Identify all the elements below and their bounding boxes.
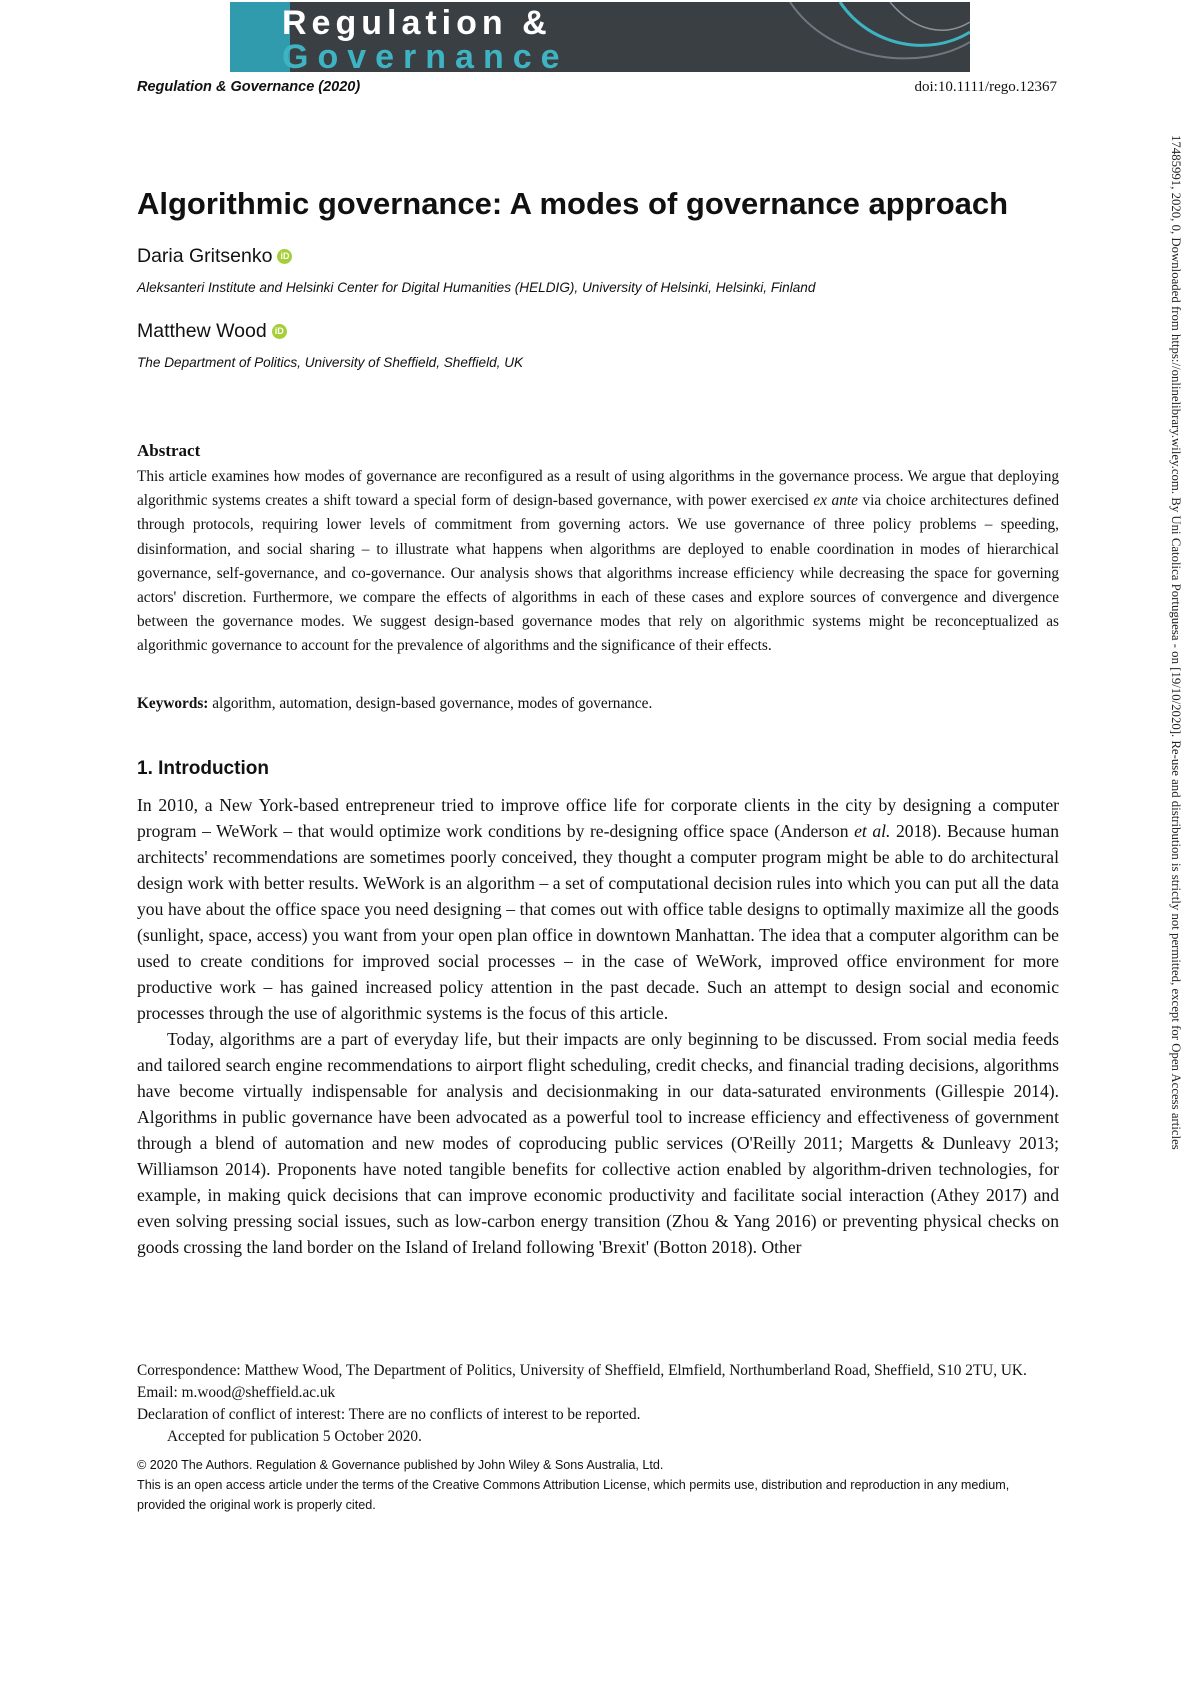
paragraph-text: In 2010, a New York-based entrepreneur tried to improve office life for corporate clients in the city by designing a computer program – WeWork – that would optimize work conditions by re-designing office space (Anderson	[137, 795, 1059, 841]
orcid-icon[interactable]: iD	[272, 324, 287, 339]
author-name-text: Daria Gritsenko	[137, 245, 273, 267]
correspondence-text: Correspondence: Matthew Wood, The Department of Politics, University of Sheffield, Elmfield, Northumberland Road, Sheffield, S10 2TU, UK. Email: m.wood@sheffield.ac.uk	[137, 1362, 1027, 1401]
abstract-italic-term: ex ante	[813, 492, 858, 510]
abstract-body	[137, 465, 1059, 659]
intro-paragraph-1	[137, 792, 1059, 1026]
keywords-text: algorithm, automation, design-based governance, modes of governance.	[208, 695, 653, 712]
author-name-text: Matthew Wood	[137, 320, 267, 342]
banner-title-regulation: Regulation &	[282, 4, 552, 42]
copyright-notice	[137, 1455, 1059, 1515]
section-heading-introduction: 1. Introduction	[137, 758, 269, 779]
intro-paragraph-2: Today, algorithms are a part of everyday life, but their impacts are only beginning to be discussed. From social media feeds and tailored search engine recommendations to airport flight scheduling, credit checks, and financial trading decisions, algorithms have become virtually indispensable for analysis and decisionmaking in our data-saturated environments (Gillespie 2014). Algorithms in public governance have been advocated as a powerful tool to increase efficiency and effectiveness of government through a blend of automation and new modes of coproducing public services (O'Reilly 2011; Margetts & Dunleavy 2013; Williamson 2014). Proponents have noted tangible benefits for collective action enabled by algorithm-driven technologies, for example, in making quick decisions that can improve economic productivity and facilitate social interaction (Athey 2017) and even solving pressing social issues, such as low-carbon energy transition (Zhou & Yang 2016) or preventing physical checks on goods crossing the land border on the Island of Ireland following 'Brexit' (Botton 2018). Other	[137, 1029, 1059, 1257]
orcid-icon[interactable]: iD	[277, 249, 292, 264]
abstract-text: via choice architectures defined through protocols, requiring lower levels of commitment from governing actors. We use governance of three policy problems – speeding, disinformation, and social sharing – to illustrate what happens when algorithms are deployed to enable coordination in modes of hierarchical governance, self-governance, and co-governance. Our analysis shows that algorithms increase efficiency while decreasing the space for governing actors' discretion. Furthermore, we compare the effects of algorithms in each of these cases and explore sources of convergence and divergence between the governance modes. We suggest design-based governance modes that rely on algorithmic systems might be reconceptualized as algorithmic governance to account for the prevalence of algorithms and the significance of their effects.	[137, 492, 1059, 655]
banner-title-governance: Governance	[282, 38, 569, 72]
license-text: This is an open access article under the terms of the Creative Commons Attribution License, which permits use, distribution and reproduction in any medium, provided the original work is properly cited.	[137, 1478, 1010, 1512]
paragraph-text: 2018). Because human architects' recommendations are sometimes poorly conceived, they thought a computer program might be able to do architectural design work with better results. WeWork is an algorithm – a set of computational decision rules into which you can put all the data you have about the office space you need designing – that comes out with office table designs to optimally maximize all the goods (sunlight, space, access) you want from your open plan office in downtown Manhattan. The idea that a computer algorithm can be used to create conditions for improved social processes – in the case of WeWork, improved office environment for more productive work – has gained increased policy attention in the past decade. Such an attempt to design social and economic processes through the use of algorithmic systems is the focus of this article.	[137, 821, 1060, 1023]
keywords-line	[137, 695, 1059, 713]
journal-reference: Regulation & Governance (2020)	[137, 79, 361, 95]
doi-link[interactable]: doi:10.1111/rego.12367	[914, 79, 1057, 95]
article-title: Algorithmic governance: A modes of governance approach	[137, 186, 1009, 221]
author-affiliation-wood: The Department of Politics, University of Sheffield, Sheffield, UK	[137, 355, 524, 370]
journal-banner	[230, 2, 970, 72]
banner-accent-block	[230, 2, 290, 72]
keywords-label: Keywords:	[137, 695, 209, 712]
download-side-note: 17485991, 2020, 0, Downloaded from https://onlinelibrary.wiley.com. By Uni Catolica Portuguesa - on [19/10/2020]. Re-use and distribution is strictly not permitted, except for Open Access articles	[1169, 135, 1183, 1150]
author-name-gritsenko	[137, 245, 292, 268]
copyright-line: © 2020 The Authors. Regulation & Governance published by John Wiley & Sons Australia, Ltd.	[137, 1458, 664, 1472]
author-affiliation-gritsenko: Aleksanteri Institute and Helsinki Center for Digital Humanities (HELDIG), University of Helsinki, Helsinki, Finland	[137, 280, 816, 295]
introduction-body	[137, 792, 1059, 1260]
author-name-wood	[137, 320, 287, 343]
conflict-declaration: Declaration of conflict of interest: There are no conflicts of interest to be reported.	[137, 1406, 641, 1423]
accepted-date: Accepted for publication 5 October 2020.	[167, 1428, 422, 1445]
banner-swoosh-graphic	[750, 2, 970, 72]
citation-et-al: et al.	[854, 821, 891, 841]
correspondence-notes	[137, 1360, 1059, 1448]
abstract-heading: Abstract	[137, 441, 201, 460]
abstract-text: This article examines how modes of governance are reconfigured as a result of using algorithms in the governance process. We argue that deploying algorithmic systems creates a shift toward a special form of design-based governance, with power exercised	[137, 468, 1059, 510]
